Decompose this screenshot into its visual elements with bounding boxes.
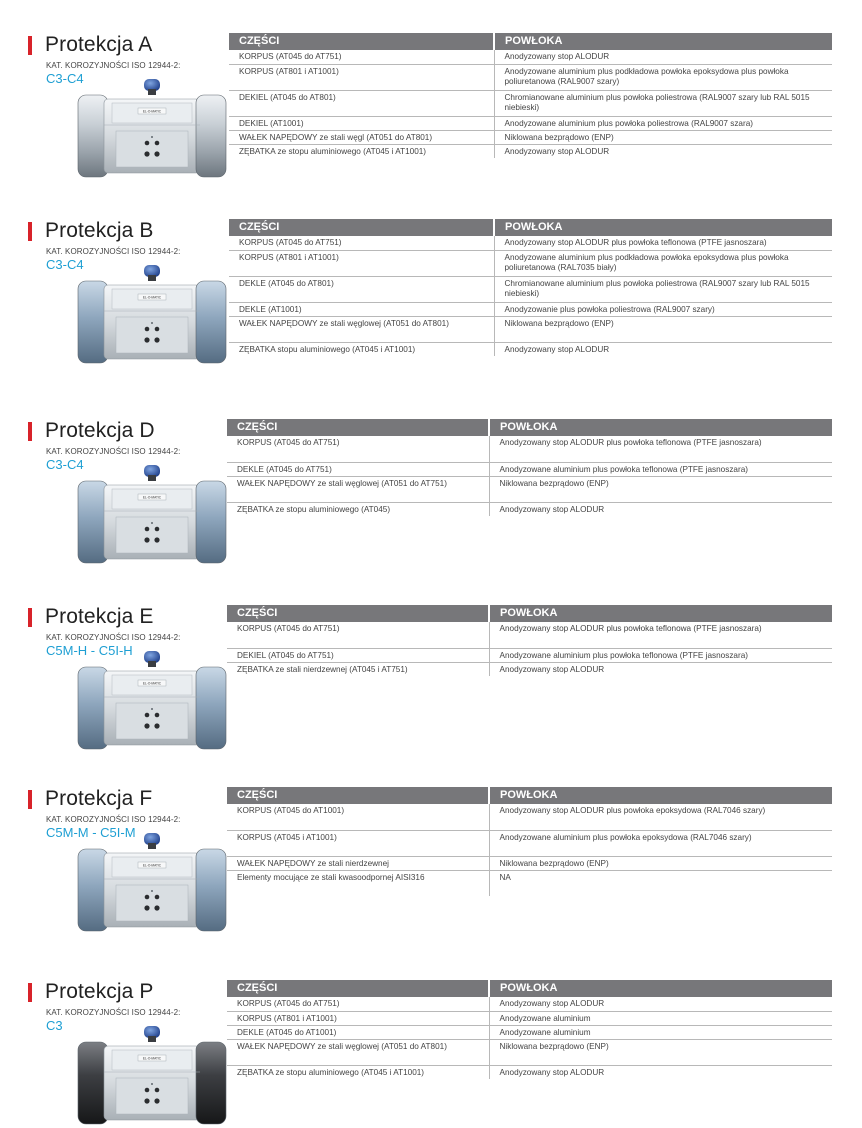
actuator-brand-label: EL-O-MATIC <box>142 495 162 500</box>
part-cell: KORPUS (AT801 i AT1001) <box>229 250 494 276</box>
table-row <box>227 662 832 676</box>
part-cell: DEKLE (AT045 do AT751) <box>227 462 489 476</box>
parts-header: CZĘŚCI <box>227 787 489 804</box>
table-row <box>229 250 832 276</box>
corrosion-category-label: KAT. KOROZYJNOŚCI ISO 12944-2: <box>46 447 181 456</box>
port-icon <box>145 327 150 332</box>
part-cell: DEKIEL (AT045 do AT751) <box>227 648 489 662</box>
section-title: Protekcja D <box>45 419 155 442</box>
actuator-right-cap <box>196 95 226 177</box>
coating-cell: Anodyzowane aluminium <box>489 1025 832 1039</box>
corrosion-class-value: C5M-M - C5I-M <box>46 825 136 840</box>
actuator-right-cap <box>196 281 226 363</box>
coating-cell: Niklowana bezprądowo (ENP) <box>489 1039 832 1065</box>
corrosion-class-value: C3-C4 <box>46 257 84 272</box>
actuator-right-cap <box>196 481 226 563</box>
coating-cell: Anodyzowanie plus powłoka poliestrowa (RAL9007 szary) <box>494 302 832 316</box>
part-cell: ZĘBATKA stopu aluminiowego (AT045 i AT1001) <box>229 342 494 356</box>
actuator-image <box>72 651 232 753</box>
table-row <box>227 1039 832 1065</box>
coating-header: POWŁOKA <box>494 33 832 50</box>
table-row <box>227 997 832 1011</box>
coating-cell: Chromianowane aluminium plus powłoka poliestrowa (RAL9007 szary lub RAL 5015 niebieski) <box>494 276 832 302</box>
actuator-left-cap <box>78 281 108 363</box>
part-cell: KORPUS (AT045 do AT751) <box>229 50 494 64</box>
port-icon <box>155 141 160 146</box>
table-row <box>229 130 832 144</box>
title-marker <box>28 36 32 55</box>
part-cell: KORPUS (AT801 i AT1001) <box>229 64 494 90</box>
section-title: Protekcja E <box>45 605 154 628</box>
corrosion-category-label: KAT. KOROZYJNOŚCI ISO 12944-2: <box>46 1008 181 1017</box>
spec-table <box>227 605 832 676</box>
table-row <box>227 804 832 830</box>
table-row <box>229 90 832 116</box>
coating-cell: Anodyzowane aluminium plus powłoka teflonowa (PTFE jasnoszara) <box>489 648 832 662</box>
port-icon <box>154 537 159 542</box>
actuator-left-cap <box>78 1042 108 1124</box>
part-cell: DEKLE (AT1001) <box>229 302 494 316</box>
table-header-row <box>227 605 832 622</box>
part-cell: ZĘBATKA ze stali nierdzewnej (AT045 i AT751) <box>227 662 489 676</box>
table-row <box>227 648 832 662</box>
part-cell: WAŁEK NAPĘDOWY ze stali węglowej (AT051 do AT801) <box>227 1039 489 1065</box>
table-row <box>227 856 832 870</box>
part-cell: DEKLE (AT045 do AT1001) <box>227 1025 489 1039</box>
table-row <box>227 476 832 502</box>
port-icon <box>145 141 150 146</box>
port-icon <box>145 713 150 718</box>
actuator-image <box>72 833 232 935</box>
actuator-left-cap <box>78 481 108 563</box>
corrosion-class-value: C5M-H - C5I-H <box>46 643 133 658</box>
coating-cell: Anodyzowany stop ALODUR plus powłoka teflonowa (PTFE jasnoszara) <box>489 436 832 462</box>
actuator-brand-label: EL-O-MATIC <box>142 863 162 868</box>
coating-cell: Anodyzowany stop ALODUR <box>504 344 610 354</box>
section-title: Protekcja F <box>45 787 153 810</box>
port-icon <box>154 151 159 156</box>
table-header-row <box>227 787 832 804</box>
coating-header: POWŁOKA <box>489 787 832 804</box>
port-icon <box>144 905 149 910</box>
corrosion-class-value: C3-C4 <box>46 457 84 472</box>
coating-cell: Anodyzowany stop ALODUR plus powłoka teflonowa (PTFE jasnoszara) <box>494 236 832 250</box>
port-icon <box>154 905 159 910</box>
part-cell: Elementy mocujące ze stali kwasoodpornej AISI316 <box>227 870 489 896</box>
actuator-right-cap <box>196 849 226 931</box>
port-icon <box>145 1088 150 1093</box>
title-marker <box>28 222 32 241</box>
part-cell: ZĘBATKA ze stopu aluminiowego (AT045 i AT1001) <box>229 144 494 158</box>
table-row <box>227 1025 832 1039</box>
port-icon <box>155 713 160 718</box>
table-row <box>229 116 832 130</box>
actuator-image <box>72 79 232 181</box>
coating-cell: Anodyzowany stop ALODUR <box>499 504 605 514</box>
port-icon <box>155 895 160 900</box>
part-cell: KORPUS (AT045 do AT751) <box>229 236 494 250</box>
actuator-left-cap <box>78 667 108 749</box>
coating-cell: Anodyzowany stop ALODUR <box>489 997 832 1011</box>
coating-cell: Anodyzowane aluminium plus powłoka teflonowa (PTFE jasnoszara) <box>489 462 832 476</box>
part-cell: WAŁEK NAPĘDOWY ze stali węgl (AT051 do AT801) <box>229 130 494 144</box>
parts-header: CZĘŚCI <box>229 219 494 236</box>
coating-header: POWŁOKA <box>494 219 832 236</box>
actuator-image <box>72 1026 232 1128</box>
actuator-brand-label: EL-O-MATIC <box>142 109 162 114</box>
coating-cell: Niklowana bezprądowo (ENP) <box>489 476 832 502</box>
coating-header: POWŁOKA <box>489 980 832 997</box>
coating-cell: Niklowana bezprądowo (ENP) <box>494 130 832 144</box>
table-row <box>229 144 832 158</box>
port-icon <box>155 1088 160 1093</box>
coating-cell: Anodyzowane aluminium plus podkładowa powłoka epoksydowa plus powłoka poliuretanowa (RAL9007 szary) <box>494 64 832 90</box>
title-marker <box>28 422 32 441</box>
port-icon <box>144 1098 149 1103</box>
actuator-image <box>72 265 232 367</box>
part-cell: ZĘBATKA ze stopu aluminiowego (AT045) <box>227 502 489 516</box>
part-cell: WAŁEK NAPĘDOWY ze stali nierdzewnej <box>227 856 489 870</box>
coating-cell: NA <box>499 872 511 882</box>
coating-cell: Anodyzowany stop ALODUR <box>504 146 610 156</box>
port-icon <box>144 337 149 342</box>
table-row <box>227 462 832 476</box>
port-icon <box>144 723 149 728</box>
coating-header: POWŁOKA <box>489 419 832 436</box>
table-header-row <box>229 33 832 50</box>
part-cell: KORPUS (AT045 do AT751) <box>227 997 489 1011</box>
table-row <box>227 1011 832 1025</box>
table-row <box>229 64 832 90</box>
actuator-image <box>72 465 232 567</box>
section-title: Protekcja B <box>45 219 154 242</box>
spec-table <box>227 787 832 896</box>
corrosion-class-value: C3-C4 <box>46 71 84 86</box>
coating-cell: Anodyzowany stop ALODUR <box>494 50 832 64</box>
table-row <box>229 276 832 302</box>
table-row <box>229 342 832 356</box>
port-icon <box>154 1098 159 1103</box>
coating-cell: Anodyzowane aluminium <box>489 1011 832 1025</box>
coating-cell: Anodyzowane aluminium plus powłoka epoksydowa (RAL7046 szary) <box>489 830 832 856</box>
part-cell: WAŁEK NAPĘDOWY ze stali węglowej (AT051 do AT751) <box>227 476 489 502</box>
actuator-brand-label: EL-O-MATIC <box>142 681 162 686</box>
actuator-right-cap <box>196 1042 226 1124</box>
part-cell: DEKIEL (AT1001) <box>229 116 494 130</box>
actuator-brand-label: EL-O-MATIC <box>142 295 162 300</box>
port-icon <box>154 337 159 342</box>
part-cell: DEKLE (AT045 do AT801) <box>229 276 494 302</box>
title-marker <box>28 790 32 809</box>
title-marker <box>28 983 32 1002</box>
spec-table <box>229 219 832 356</box>
table-row <box>229 302 832 316</box>
actuator-right-cap <box>196 667 226 749</box>
section-title: Protekcja P <box>45 980 154 1003</box>
parts-header: CZĘŚCI <box>229 33 494 50</box>
parts-header: CZĘŚCI <box>227 980 489 997</box>
port-icon <box>145 895 150 900</box>
table-row <box>229 50 832 64</box>
parts-header: CZĘŚCI <box>227 419 489 436</box>
coating-cell: Anodyzowane aluminium plus podkładowa powłoka epoksydowa plus powłoka poliuretanowa (RAL7035 biały) <box>494 250 832 276</box>
actuator-left-cap <box>78 849 108 931</box>
spec-table <box>229 33 832 158</box>
coating-header: POWŁOKA <box>489 605 832 622</box>
actuator-brand-label: EL-O-MATIC <box>142 1056 162 1061</box>
port-icon <box>145 527 150 532</box>
corrosion-category-label: KAT. KOROZYJNOŚCI ISO 12944-2: <box>46 247 181 256</box>
table-row <box>227 1065 832 1079</box>
port-icon <box>154 723 159 728</box>
port-icon <box>144 151 149 156</box>
coating-cell: Niklowana bezprądowo (ENP) <box>489 856 832 870</box>
table-row <box>227 830 832 856</box>
port-icon <box>155 327 160 332</box>
table-header-row <box>229 219 832 236</box>
part-cell: KORPUS (AT045 do AT751) <box>227 436 489 462</box>
port-icon <box>155 527 160 532</box>
coating-cell: Anodyzowany stop ALODUR plus powłoka epoksydowa (RAL7046 szary) <box>489 804 832 830</box>
corrosion-class-value: C3 <box>46 1018 63 1033</box>
part-cell: DEKIEL (AT045 do AT801) <box>229 90 494 116</box>
port-icon <box>144 537 149 542</box>
coating-cell: Anodyzowany stop ALODUR <box>499 664 605 674</box>
corrosion-category-label: KAT. KOROZYJNOŚCI ISO 12944-2: <box>46 61 181 70</box>
part-cell: WAŁEK NAPĘDOWY ze stali węglowej (AT051 do AT801) <box>229 316 494 342</box>
section-title: Protekcja A <box>45 33 153 56</box>
coating-cell: Chromianowane aluminium plus powłoka poliestrowa (RAL9007 szary lub RAL 5015 niebieski) <box>494 90 832 116</box>
table-row <box>227 870 832 896</box>
actuator-left-cap <box>78 95 108 177</box>
title-marker <box>28 608 32 627</box>
spec-table <box>227 980 832 1079</box>
part-cell: KORPUS (AT801 i AT1001) <box>227 1011 489 1025</box>
table-row <box>229 236 832 250</box>
coating-cell: Anodyzowany stop ALODUR plus powłoka teflonowa (PTFE jasnoszara) <box>489 622 832 648</box>
coating-cell: Anodyzowane aluminium plus powłoka poliestrowa (RAL9007 szara) <box>494 116 832 130</box>
part-cell: KORPUS (AT045 i AT1001) <box>227 830 489 856</box>
spec-table <box>227 419 832 516</box>
table-row <box>227 502 832 516</box>
table-row <box>229 316 832 342</box>
part-cell: KORPUS (AT045 do AT751) <box>227 622 489 648</box>
coating-cell: Niklowana bezprądowo (ENP) <box>494 316 832 342</box>
coating-cell: Anodyzowany stop ALODUR <box>499 1067 605 1077</box>
part-cell: ZĘBATKA ze stopu aluminiowego (AT045 i AT1001) <box>227 1065 489 1079</box>
table-row <box>227 436 832 462</box>
parts-header: CZĘŚCI <box>227 605 489 622</box>
corrosion-category-label: KAT. KOROZYJNOŚCI ISO 12944-2: <box>46 633 181 642</box>
table-row <box>227 622 832 648</box>
table-header-row <box>227 980 832 997</box>
corrosion-category-label: KAT. KOROZYJNOŚCI ISO 12944-2: <box>46 815 181 824</box>
part-cell: KORPUS (AT045 do AT1001) <box>227 804 489 830</box>
table-header-row <box>227 419 832 436</box>
